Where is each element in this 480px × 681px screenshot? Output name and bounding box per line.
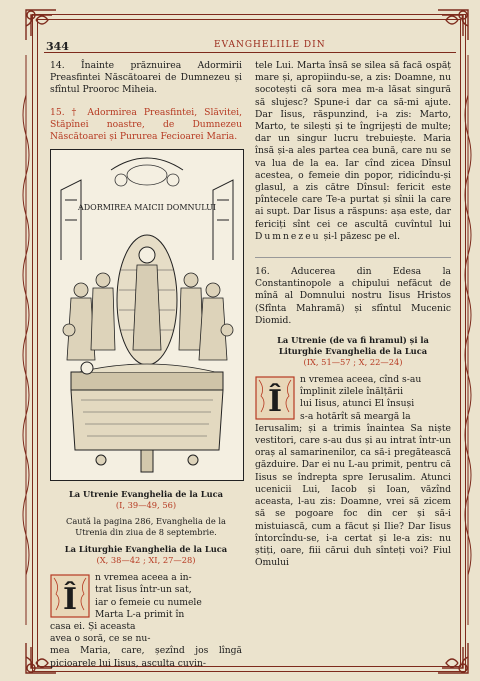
right-border-ornament-icon [460,55,476,625]
utrenie-ref: (I, 39—49, 56) [115,500,177,511]
reading-line: iar o femeie cu numele [95,596,202,608]
reading-line: n vremea aceea, cînd s-au [300,374,422,386]
running-title: EVANGHELIILE DIN [214,40,326,50]
reading-tail: mea Maria, care, șezînd jos lîngă picioarele lui Iisus, asculta cuvin- [50,645,242,669]
reading-line: lui Iisus, atunci El însuși [300,398,415,410]
left-border-ornament-icon [18,55,34,625]
feast-14: 14. Înainte prăznuirea Adormirii Preasfintei Născătoarei de Dumnezeu și sfîntul Prooroc Miheia. [50,60,242,96]
reading-left [50,572,242,670]
corner-ornament-icon [434,639,472,677]
dropcap-letter: Î [62,582,78,618]
reading-line: Marta L-a primit în [95,608,185,620]
feast-15-rubric: 15. † Adormirea Preasfintei, Slăvitei, Stăpînei noastre, de Dumnezeu Născătoarei și Pururea Fecioarei Maria. [50,106,242,143]
running-header [44,36,456,53]
liturghie-ref: (X, 38—42 ; XI, 27—28) [96,555,196,566]
dropcap-icon [50,574,90,618]
liturghie-title: La Liturghie Evanghelia de la Luca [64,544,228,555]
reading-right [255,374,451,569]
reading-line: n vremea aceea a in- [95,572,192,584]
reading-ref: (IX, 51—57 ; X, 22—24) [303,357,403,368]
dormition-icon [50,149,244,481]
utrenie-liturghie-title: La Utrenie (de va fi hramul) și la Liturghie Evanghelia de la Luca [277,335,429,357]
left-column [50,60,242,670]
reading-line: avea o soră, ce se nu- [50,633,151,645]
utrenie-title: La Utrenie Evanghelia de la Luca [68,489,224,500]
reading-line: s-a hotărît să meargă la [300,410,411,422]
reading-tail: Ierusalim; și a trimis înaintea Sa niște vestitori, care s-au dus și au intrat într-un oraș al samarinenilor, ca să-i pregătească găzduire. Dar ei nu L-au primit, pentru că Iisus se îndrepta spre Ierusalim. Atunci ucenicii Lui, Iacob și Ioan, văzînd aceasta, l-au zis: Doamne, vrei să zicem să se pogoare foc din cer și să-i mistuiască, cum a făcut și Ilie? Dar Iisus întorcîndu-se, i-a certat și le-a zis: nu știți, oare, fiii cărui duh sînteți voi? Fiul Omului [255,422,451,569]
feast-16: 16. Aducerea din Edesa la Constantinopole a chipului nefăcut de mînă al Domnului nostru Iisus Hristos (Sfînta Mahramă) și sfîntul Mucenic Diomid. [255,257,451,327]
continuation-text: tele Lui. Marta însă se silea să facă ospăț mare și, apropiindu-se, a zis: Doamne, nu socotești că sora mea m-a lăsat singură să slujesc? Spune-i dar ca să-mi ajute. Dar Iisus, răspunzind, i-a zis: Marto, Marto, te silești și te îngrijești de multe; dar un singur lucru trebuiește. Maria însă și-a ales partea cea bună, care nu se va lua de la ea. Iar cînd zicea Dînsul acestea, o femeie din popor, ridicîndu-și glasul, a zis către Dînsul: fericit este pîntecele care Te-a purtat și sînii la care ai supt. Dar Iisus a răspuns: așa este, dar fericiți sînt cei ce ascultă cuvîntul lui [255,60,451,230]
utrenie-note: Caută la pagina 286, Evanghelia de la Utrenia din ziua de 8 septembrie. [65,516,226,538]
reading-line: casa ei. Și aceasta [50,621,136,633]
dropcap-letter: Î [267,384,283,420]
continuation-end: și-l păzesc pe el. [323,230,401,242]
reading-line: trat Iisus într-un sat, [95,584,192,596]
word-dumnezeu: Dumnezeu [255,230,321,242]
icon-caption: ADORMIREA MAICII DOMNULUI [77,203,217,213]
reading-line: împlinit zilele înălțării [300,386,404,398]
reading-continuation [255,60,451,243]
right-column [255,60,451,569]
dropcap-icon [255,376,295,420]
page-number: 344 [46,40,69,53]
